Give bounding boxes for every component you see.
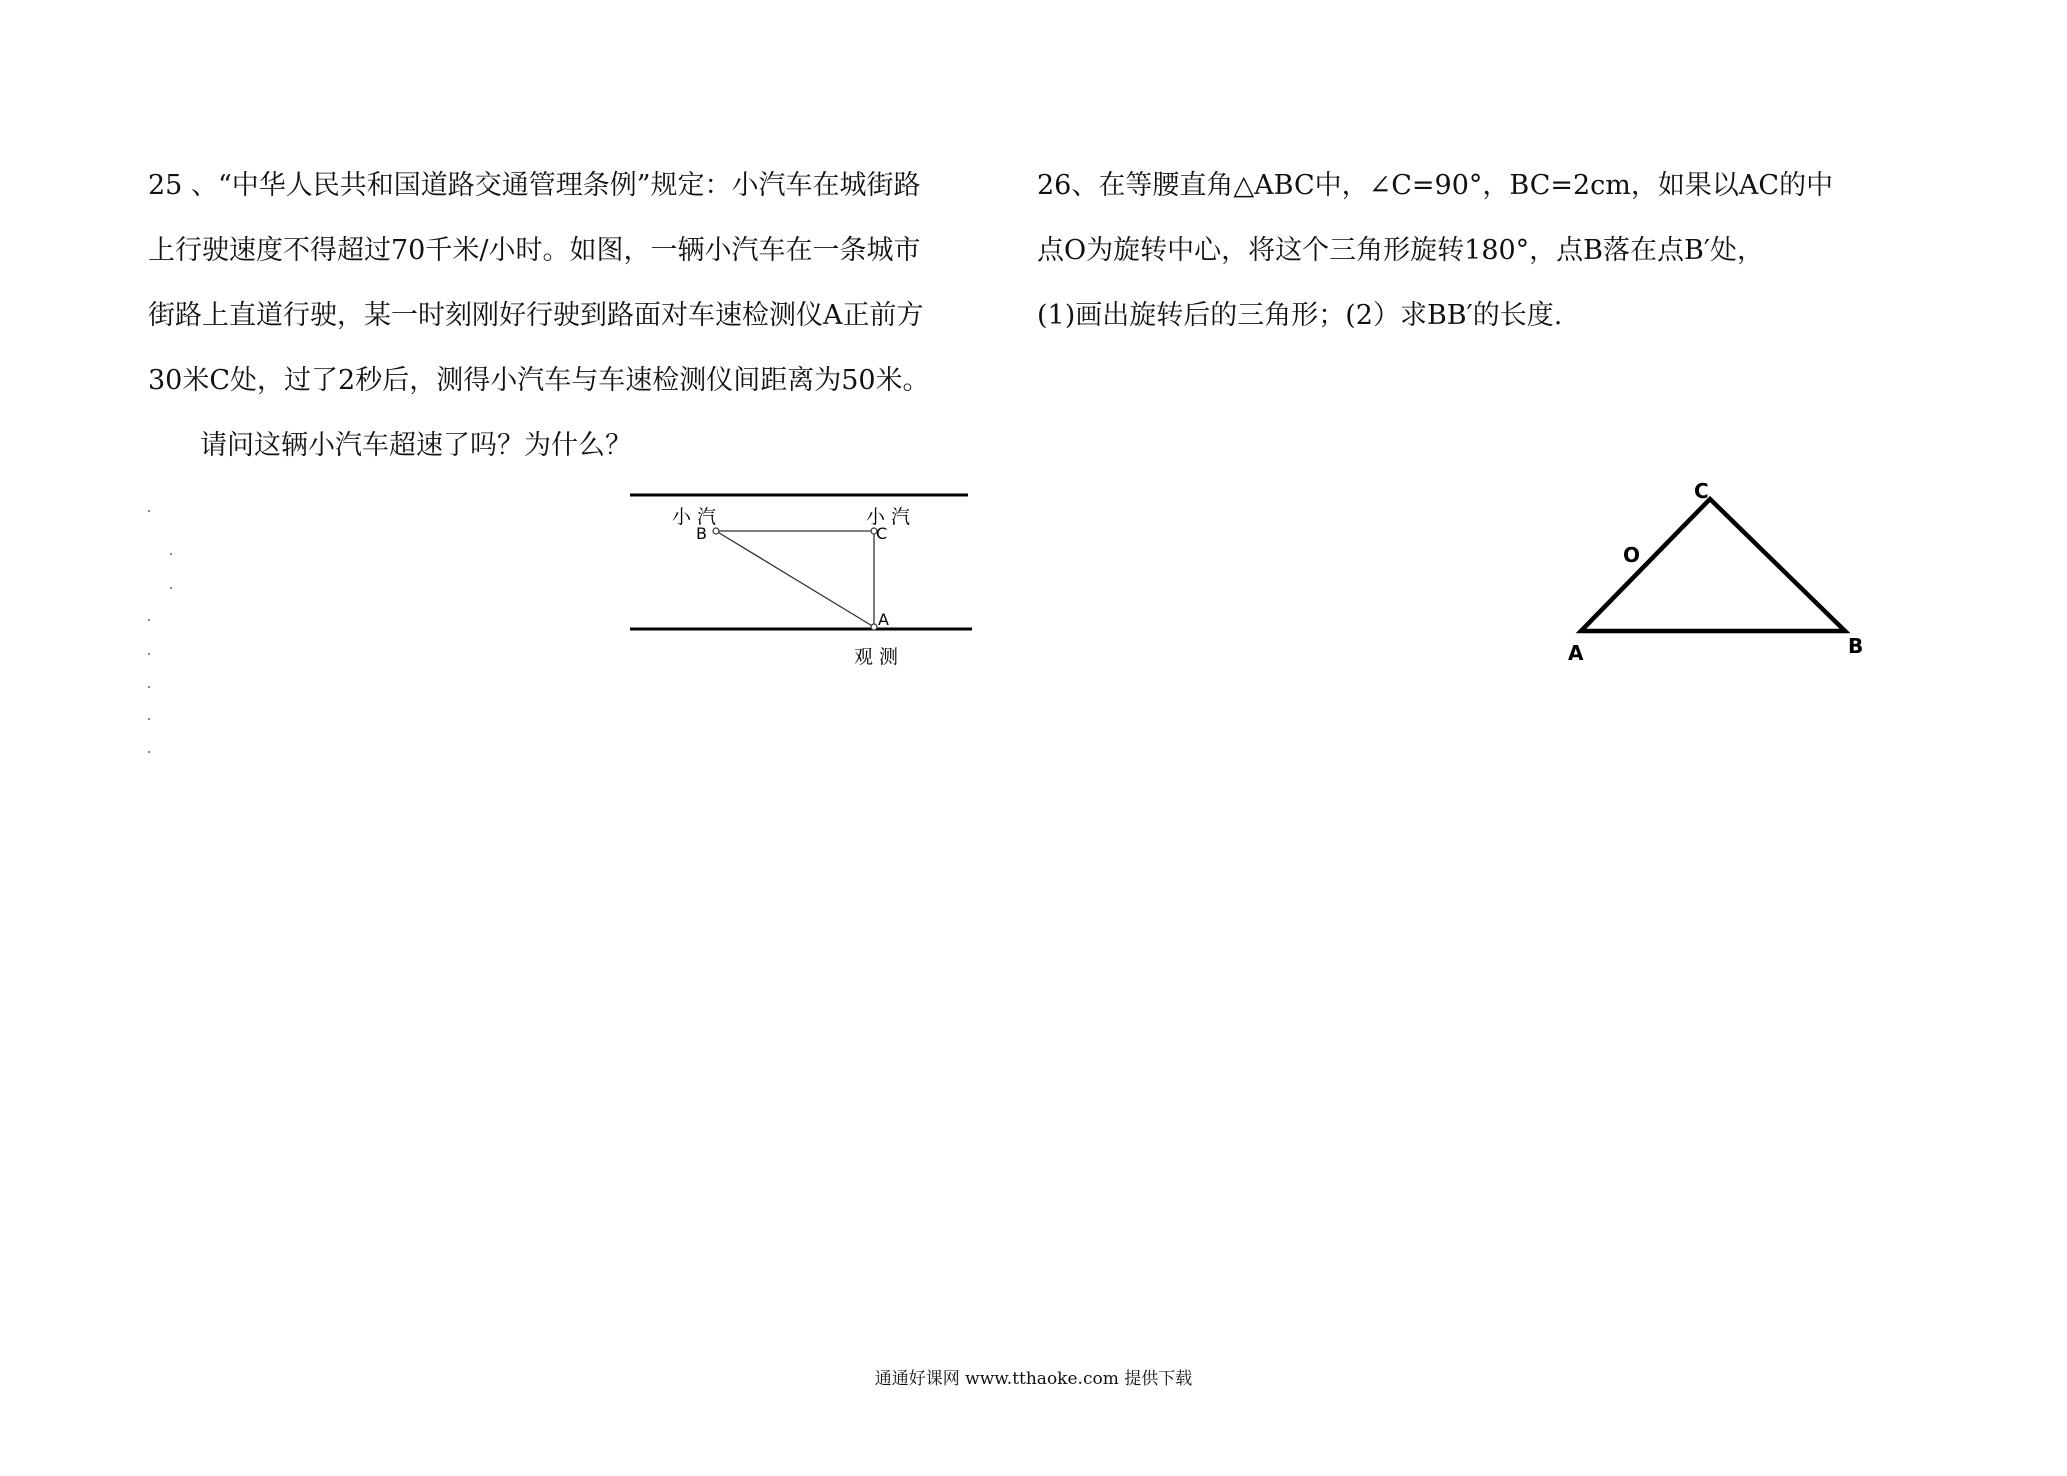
scan-speck	[148, 619, 150, 621]
q25-line-1: 25 、“中华人民共和国道路交通管理条例”规定：小汽车在城街路	[148, 170, 921, 201]
label-car-left: 小 汽	[672, 506, 717, 528]
q25-line-2: 上行驶速度不得超过70千米/小时。如图，一辆小汽车在一条城市	[148, 235, 921, 266]
point-a	[871, 624, 877, 630]
scan-speck	[170, 553, 172, 555]
q26-line-2: 点O为旋转中心，将这个三角形旋转180°，点B落在点B′处，	[1037, 235, 1764, 266]
label-midpoint-o: O	[1623, 543, 1641, 567]
point-b	[713, 528, 719, 534]
label-observe: 观 测	[854, 646, 899, 668]
q25-line-4: 30米C处，过了2秒后，测得小汽车与车速检测仪间距离为50米。	[148, 365, 930, 396]
question-26	[1037, 153, 1897, 348]
segment-ba	[716, 531, 874, 627]
scan-speck	[170, 587, 172, 589]
label-point-b: B	[696, 524, 707, 543]
triangle-abc	[1581, 499, 1845, 631]
label-point-a: A	[878, 610, 889, 629]
scan-speck	[148, 510, 150, 512]
q25-line-3: 街路上直道行驶，某一时刻刚好行驶到路面对车速检测仪A正前方	[148, 300, 924, 331]
label-car-right: 小 汽	[866, 506, 911, 528]
label-vertex-c: C	[1694, 479, 1709, 503]
q26-line-1: 26、在等腰直角△ABC中，∠C=90°，BC=2cm，如果以AC的中	[1037, 170, 1834, 201]
footer-source: 通通好课网 www.tthaoke.com 提供下载	[874, 1369, 1193, 1389]
q25-road-figure	[620, 485, 980, 679]
label-vertex-b: B	[1848, 634, 1864, 658]
label-vertex-a: A	[1568, 641, 1584, 665]
scan-speck	[148, 686, 150, 688]
q25-question: 请问这辆小汽车超速了吗？为什么？	[200, 430, 632, 461]
label-point-c: C	[876, 524, 888, 543]
q26-line-3: (1)画出旋转后的三角形；(2）求BB′的长度.	[1037, 300, 1563, 331]
q26-triangle-figure	[1555, 470, 1875, 674]
scan-speck	[148, 751, 150, 753]
scan-speck	[148, 718, 150, 720]
question-25	[148, 153, 1003, 478]
scan-speck	[148, 653, 150, 655]
